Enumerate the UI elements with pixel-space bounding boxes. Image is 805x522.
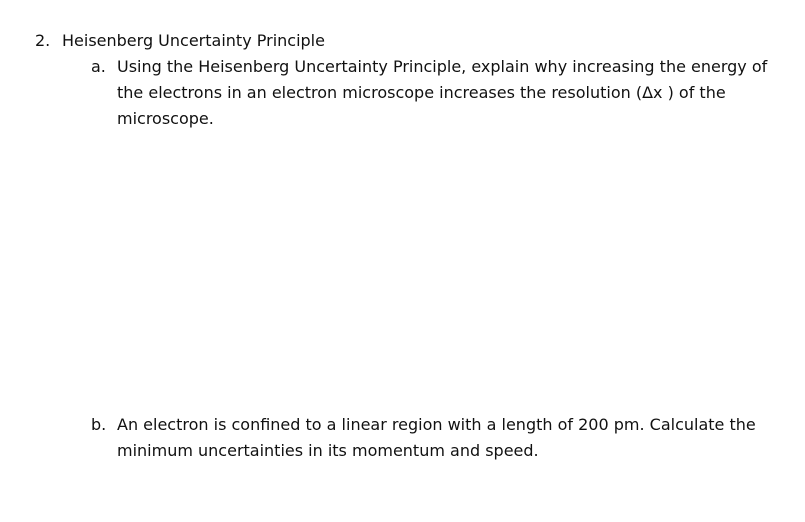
question-block — [35, 28, 775, 54]
part-a-text: Using the Heisenberg Uncertainty Principle, explain why increasing the energy of the electrons in an electron microscope increases the resolution (Δx ) of the microscope. — [117, 57, 768, 128]
part-b-letter: b. — [91, 415, 107, 434]
part-a-letter: a. — [91, 57, 106, 76]
part-a — [91, 54, 771, 132]
part-b-text: An electron is confined to a linear region with a length of 200 pm. Calculate the minimum uncertainties in its momentum and speed. — [117, 415, 756, 460]
question-title: Heisenberg Uncertainty Principle — [62, 31, 325, 50]
part-b — [91, 412, 771, 464]
question-number: 2. — [35, 31, 51, 50]
question-header — [35, 28, 775, 54]
